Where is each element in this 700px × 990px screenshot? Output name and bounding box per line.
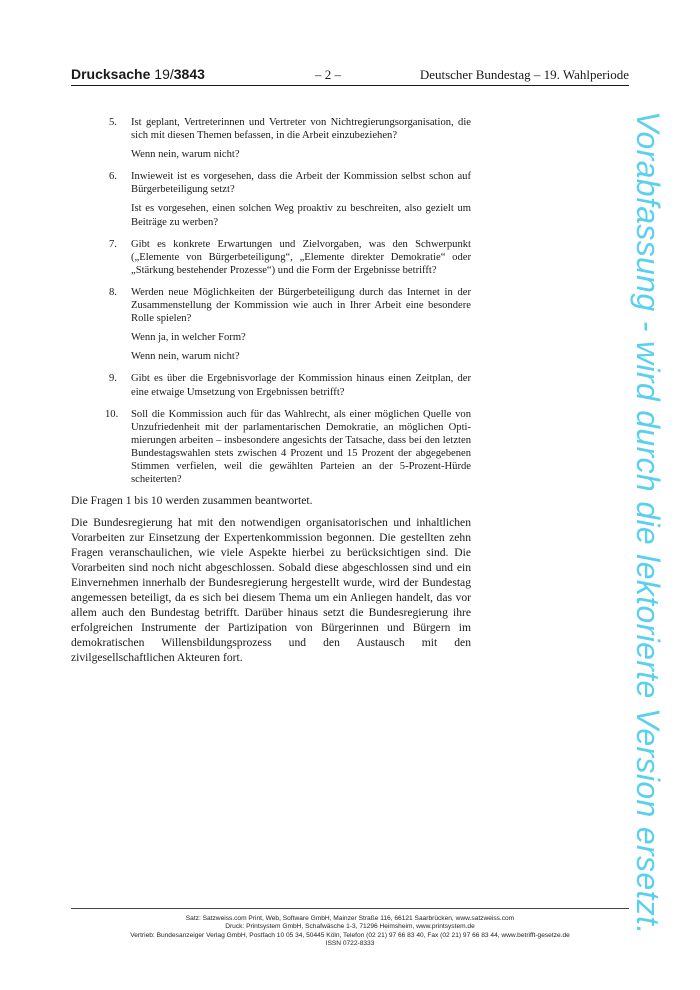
page-number: – 2 – xyxy=(315,67,341,82)
question-number: 5. xyxy=(109,117,117,128)
question-item xyxy=(71,286,471,363)
question-item xyxy=(71,170,471,228)
answer-text: Die Bundesregierung hat mit den notwendigen organisatorischen und inhaltlichen Vorarbeiten zur Einsetzung der Expertenkommission begonnen. Die gestellten zehn Fragen veranschaulichen, wie viele Aspekte hierbei zu berücksichtigen sind. Die Vorarbeiten sind noch nicht abgeschlossen. Sobald diese abgeschlossen sind und ein Einvernehmen innerhalb der Bundesregierung hergestellt wurde, wird der Bundestag angemessen beteiligt, da es sich bei diesem Thema um ein Anliegen handelt, das vor allem auch den Bundestag betrifft. Darüber hinaus setzt die Bundesregierung ihre erfolgreichen Instrumente der Partizipation von Bürgerinnen und Bürgern im demokratischen Willensbildungsprozess und den Austausch mit den zivilgesellschaftlichen Akteuren fort. xyxy=(71,516,471,664)
question-subtext: Ist es vorgesehen, einen solchen Weg proaktiv zu beschreiten, also gezielt um Beiträge zu werben? xyxy=(131,203,471,228)
question-item xyxy=(71,408,471,487)
question-list xyxy=(71,116,471,495)
question-item xyxy=(71,372,471,398)
footer-line: Druck: Printsystem GmbH, Schafwäsche 1-3, 71296 Heimsheim, www.printsystem.de xyxy=(225,923,475,931)
question-item xyxy=(71,238,471,277)
draft-watermark: Vorabfassung - wird durch die lektorierte Version ersetzt. xyxy=(630,111,666,935)
page-header xyxy=(71,66,629,84)
page-footer xyxy=(71,915,629,948)
question-text: Ist geplant, Vertreterinnen und Vertreter von Nichtregierungsorganisation, die sich mit diesen Themen befassen, in die Arbeit einzubeziehen? xyxy=(131,117,471,142)
question-text: Gibt es über die Ergebnisvorlage der Kommission hinaus einen Zeitplan, der eine etwaige Umsetzung von Ergebnissen betrifft? xyxy=(131,373,471,398)
question-text: Werden neue Möglichkeiten der Bürgerbeteiligung durch das Internet in der Zusammenstellung der Kommission wie auch in Ihrer Arbeit eine besondere Rolle spielen? xyxy=(131,286,471,325)
question-number: 8. xyxy=(109,286,117,298)
footer-line: ISSN 0722-8333 xyxy=(325,939,375,947)
question-item xyxy=(71,116,471,161)
question-text: Gibt es konkrete Erwartungen und Zielvorgaben, was den Schwerpunkt („Elemente von Bürgerbeteiligung“, „Elemente direkter Demokratie“ oder „Stärkung bestehender Prozesse“) und die Form der Ergebnisse betrifft? xyxy=(131,238,471,276)
question-subtext: Wenn nein, warum nicht? xyxy=(131,149,240,161)
publisher-label: Deutscher Bundestag – 19. Wahlperiode xyxy=(419,67,629,82)
header-rule xyxy=(71,85,629,86)
answer-section xyxy=(71,493,471,672)
question-subtext: Wenn ja, in welcher Form? xyxy=(131,332,246,344)
question-number: 10. xyxy=(105,408,119,420)
question-text: Soll die Kommission auch für das Wahlrecht, als einer möglichen Quelle von Unzufriedenheit mit der parlamentarischen Demokratie, an möglichen Optimierungen arbeiten – insbesondere angesichts der Tatsache, dass bei den letzten Bundestagswahlen stets zwischen 4 Prozent und 15 Prozent der abgegebenen Stimmen verfielen, weil die gewählten Parteien an der 5-Prozent-Hürde scheiterten? xyxy=(131,408,471,486)
question-number: 9. xyxy=(109,373,117,385)
footer-line: Satz: Satzweiss.com Print, Web, Software GmbH, Mainzer Straße 116, 66121 Saarbrücken, www.satzweiss.com xyxy=(185,915,515,922)
document-number: Drucksache 19/3843 xyxy=(71,66,205,82)
footer-line: Vertrieb: Bundesanzeiger Verlag GmbH, Postfach 10 05 34, 50445 Köln, Telefon (02 21) 97 66 83 40, Fax (02 21) 97 66 83 44, www.betrifft-gesetze.de xyxy=(130,931,570,939)
question-number: 7. xyxy=(109,238,117,250)
question-text: Inwieweit ist es vorgesehen, dass die Arbeit der Kommission selbst schon auf Bürgerbeteiligung setzt? xyxy=(131,171,471,196)
question-number: 6. xyxy=(109,171,117,183)
question-subtext: Wenn nein, warum nicht? xyxy=(131,351,240,363)
footer-rule xyxy=(71,908,629,909)
answer-intro: Die Fragen 1 bis 10 werden zusammen beantwortet. xyxy=(71,494,313,507)
